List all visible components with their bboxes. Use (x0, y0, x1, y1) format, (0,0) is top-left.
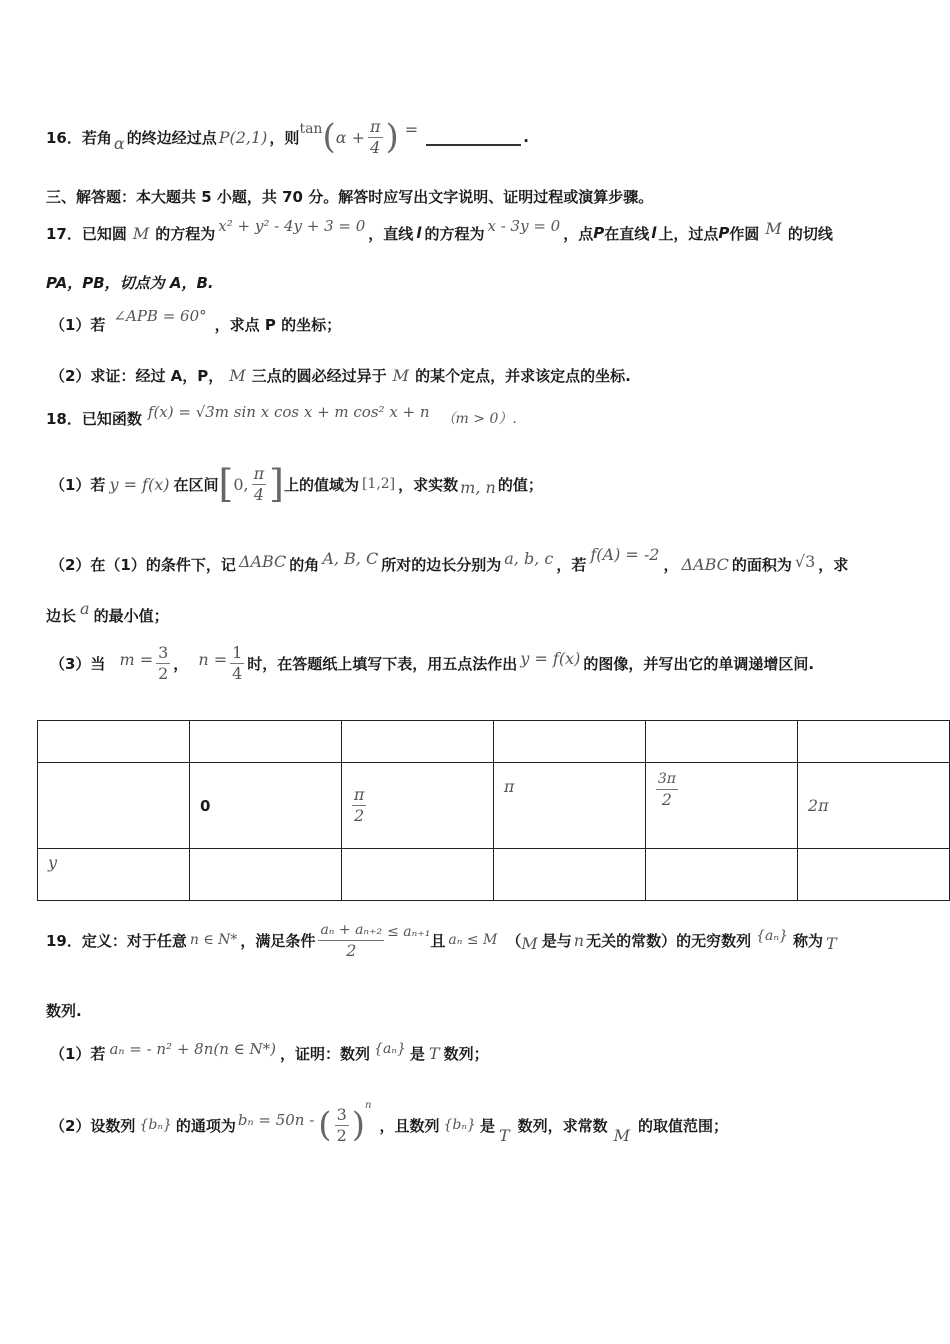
q17-circle-eq: x² + y² - 4y + 3 = 0 (218, 217, 366, 235)
table-frac-num: 3π (656, 769, 678, 790)
q19-text: 定义：对于任意 (81, 931, 187, 950)
q19-part1-an: {aₙ} (374, 1041, 406, 1057)
q19-frac-den: 2 (346, 940, 357, 960)
q19-an: {aₙ} (756, 928, 788, 944)
q18-n-frac (230, 643, 244, 684)
q18-area: √3 (794, 551, 816, 571)
q18-text: 已知函数 (81, 409, 142, 428)
table-row (38, 763, 950, 849)
q19-part2-den: 2 (336, 1125, 347, 1145)
q18-part2-text: 的面积为 (731, 555, 792, 574)
q19-part2-text: 的取值范围； (638, 1116, 729, 1135)
q17-l: l (651, 224, 657, 242)
table-cell[interactable] (38, 721, 190, 763)
section-heading-text: 三、解答题：本大题共 5 小题，共 70 分。解答时应写出文字说明、证明过程或演算步骤。 (46, 188, 654, 206)
table-cell (797, 763, 949, 849)
table-cell[interactable] (38, 763, 190, 849)
q18-part1-f: y = f(x) (109, 474, 170, 494)
q19-text: （ (506, 931, 522, 950)
table-cell[interactable] (797, 849, 949, 901)
table-y-label: y (48, 853, 58, 872)
q16-end: . (523, 128, 529, 146)
q18-part1-text: 上的值域为 (283, 475, 359, 494)
q19-part1-label: （1）若 (50, 1044, 106, 1063)
table-row (38, 849, 950, 901)
q17-part1-label: （1）若 (50, 315, 106, 334)
q17-number: 17． (46, 224, 82, 243)
q16-answer-blank[interactable] (426, 128, 521, 146)
q19-text: 且 (430, 931, 446, 950)
q17-line (46, 218, 833, 248)
table-value-zero: 0 (199, 796, 211, 815)
q19-part1-text: ，证明：数列 (280, 1044, 371, 1063)
table-cell[interactable] (341, 849, 493, 901)
table-value-half-pi (352, 785, 367, 826)
q16-number: 16． (46, 128, 82, 147)
section-heading (46, 186, 653, 207)
q18-part1-label: （1）若 (50, 475, 106, 494)
table-frac-den: 2 (354, 806, 365, 825)
table-value-pi: π (503, 777, 515, 796)
q19-paren: ( (318, 1105, 332, 1145)
q16-frac (368, 117, 383, 158)
table-frac-num: π (353, 785, 365, 804)
q17-text: 上，过点 (658, 224, 719, 243)
q17-part2-M: M (392, 366, 410, 385)
table-cell (493, 763, 645, 849)
q17-text: 已知圆 (81, 224, 127, 243)
q17-text: 作圆 (729, 224, 760, 243)
table-cell[interactable] (645, 849, 797, 901)
q18-int-num: π (253, 463, 265, 483)
q19-le: ≤ aₙ₊₁ (387, 924, 431, 940)
q18-mn: m, n (460, 477, 496, 497)
q19-frac (318, 920, 384, 961)
q17-P: P (718, 224, 730, 242)
q19-nN: n ∈ N* (189, 932, 238, 948)
table-cell[interactable] (493, 849, 645, 901)
q17-text: ，直线 (368, 224, 414, 243)
q19-part1 (50, 1034, 489, 1072)
q19-part2-num: 3 (336, 1104, 347, 1124)
q18-bracket: [ (218, 462, 234, 506)
q18-function: f(x) = √3m sin x cos x + m cos² x + n (147, 403, 430, 421)
q18-triangle: ΔABC (681, 554, 729, 574)
q19-text: 称为 (792, 931, 823, 950)
q16-eq: = (404, 119, 419, 139)
q19-text: ，满足条件 (240, 931, 316, 950)
q18-a: a (80, 598, 90, 618)
q18-condition: （m > 0）. (441, 411, 517, 427)
q16-tan: tan (299, 121, 323, 137)
table-cell (189, 763, 341, 849)
q18-n-num: 1 (232, 642, 243, 662)
q18-part3 (50, 638, 814, 688)
q17-text: 的切线 (787, 224, 833, 243)
q17-part2-text: 的某个定点，并求该定点的坐标. (415, 367, 631, 385)
q18-part3-text: 时，在答题纸上填写下表，用五点法作出 (247, 654, 518, 673)
q18-part1-text: ，求实数 (398, 475, 459, 494)
q18-n-den: 4 (232, 663, 243, 683)
q18-part3-comma: ， (173, 654, 189, 673)
q19-part2-bn: {bₙ} (139, 1117, 172, 1133)
table-cell[interactable] (493, 721, 645, 763)
q16-frac-num: π (370, 116, 381, 136)
q19-number: 19． (46, 931, 82, 950)
q18-int-left: 0, (233, 474, 249, 494)
q17-tangents: PA，PB，切点为 A，B. (46, 274, 214, 292)
q17-text: 的方程为 (155, 224, 216, 243)
q18-m-eq: m = (119, 649, 154, 669)
q17-part1-text: ，求点 P 的坐标； (214, 315, 342, 334)
q18-part2-line2 (46, 600, 169, 630)
table-cell[interactable] (189, 721, 341, 763)
q18-part1 (50, 458, 543, 510)
q17-line-eq: x - 3y = 0 (487, 217, 561, 235)
q16-line (46, 112, 529, 162)
q16-text: ，则 (269, 128, 300, 147)
q19-part2 (50, 1095, 728, 1155)
table-cell (341, 763, 493, 849)
q18-angles: A, B, C (322, 548, 379, 568)
q18-int-den: 4 (253, 484, 264, 504)
q17-part2 (50, 365, 631, 386)
q19-part1-T: T (428, 1043, 440, 1063)
q18-part3-label: （3）当 (50, 654, 106, 673)
q19-text: 无关的常数）的无穷数列 (586, 931, 752, 950)
q18-part1-text: 的值； (497, 475, 543, 494)
q17-M: M (132, 223, 150, 243)
q17-text: ，点 (563, 224, 594, 243)
q16-paren: ( (322, 117, 336, 157)
q19-line (46, 910, 837, 970)
q18-part1-text: 在区间 (173, 475, 219, 494)
q18-part2-text: 的最小值； (93, 606, 169, 625)
q18-part2-text: ， (663, 555, 679, 574)
q19-text: 是与 (541, 931, 572, 950)
q18-m-den: 2 (158, 663, 169, 683)
q18-bracket: ] (269, 462, 284, 506)
q18-part3-f: y = f(x) (520, 648, 581, 668)
q19-part1-eq: aₙ = - n² + 8n(n ∈ N*) (109, 1040, 277, 1058)
q17-P: P (593, 224, 605, 242)
q19-part2-exp: n (365, 1099, 372, 1111)
q18-n-eq: n = (198, 649, 228, 669)
q18-part2-text: ，若 (556, 555, 587, 574)
q18-int-frac (252, 464, 267, 505)
q18-line (46, 398, 517, 438)
q17-part2-text: 三点的圆必经过异于 (251, 367, 387, 385)
table-cell[interactable] (341, 721, 493, 763)
q19-frac-num: aₙ + aₙ₊₂ (318, 920, 384, 941)
q19-part2-eq: bₙ = 50n - (237, 1111, 315, 1129)
table-frac-den: 2 (661, 790, 672, 809)
table-value-two-pi: 2π (807, 796, 829, 815)
q17-text: 的方程为 (424, 224, 485, 243)
q19-part2-text: 的通项为 (175, 1116, 236, 1135)
five-point-table (37, 720, 950, 901)
q19-part1-text: 数列； (443, 1044, 489, 1063)
q19-part2-text: 数列，求常数 (517, 1116, 608, 1135)
q16-alpha-plus: α + (335, 127, 365, 147)
q18-part2 (50, 546, 848, 582)
q16-paren: ) (385, 117, 399, 157)
q16-frac-den: 4 (370, 137, 381, 157)
q18-fa: f(A) = -2 (590, 544, 660, 564)
q17-part1-math: ∠APB = 60° (113, 307, 207, 325)
table-cell[interactable] (645, 721, 797, 763)
q18-range: [1,2] (361, 476, 396, 492)
q16-text: 的终边经过点 (126, 128, 217, 147)
q18-number: 18． (46, 409, 82, 428)
table-row (38, 721, 950, 763)
q18-m-frac (156, 643, 170, 684)
table-cell[interactable] (797, 721, 949, 763)
q18-part2-text: ，求 (818, 555, 849, 574)
q19-part2-T: T (498, 1125, 510, 1145)
table-cell[interactable] (189, 849, 341, 901)
q16-text: 若角 (81, 128, 112, 147)
q19-part2-text: ，且数列 (379, 1116, 440, 1135)
q19-part1-text: 是 (409, 1044, 425, 1063)
q17-text: 在直线 (604, 224, 650, 243)
q17-M: M (765, 218, 782, 238)
table-cell (645, 763, 797, 849)
q19-M: M (521, 933, 538, 953)
q17-part2-M: M (229, 366, 246, 385)
q19-paren: ) (351, 1105, 366, 1145)
q19-part2-text: 是 (479, 1116, 495, 1135)
q19-bound: aₙ ≤ M (448, 932, 498, 948)
q18-part3-text: 的图像，并写出它的单调递增区间. (583, 654, 815, 673)
q18-m-num: 3 (158, 642, 169, 662)
q18-sides: a, b, c (504, 548, 554, 568)
q19-T: T (825, 933, 837, 953)
q19-part2-frac (335, 1105, 349, 1146)
q19-n: n (573, 930, 585, 950)
q17-part1 (50, 306, 341, 342)
q19-part2-M: M (613, 1125, 631, 1145)
q19-text: 数列. (46, 1002, 82, 1020)
q18-part2-text: 所对的边长分别为 (381, 555, 502, 574)
q19-line2 (46, 1000, 82, 1021)
table-cell (38, 849, 190, 901)
q18-part2-text: 边长 (46, 606, 77, 625)
q19-part2-bn: {bₙ} (443, 1117, 476, 1133)
q16-point: P(2,1) (218, 127, 268, 147)
q17-l: l (416, 224, 422, 242)
q16-alpha: α (113, 133, 125, 153)
q17-part2-text: （2）求证：经过 A，P， (50, 367, 224, 385)
q17-line2 (46, 272, 214, 293)
table-value-three-half-pi (656, 769, 678, 810)
q18-part2-text: （2）在（1）的条件下，记 (50, 555, 236, 574)
q18-part2-text: 的角 (289, 555, 320, 574)
q19-part2-label: （2）设数列 (50, 1116, 136, 1135)
q18-triangle: ΔABC (238, 551, 287, 571)
